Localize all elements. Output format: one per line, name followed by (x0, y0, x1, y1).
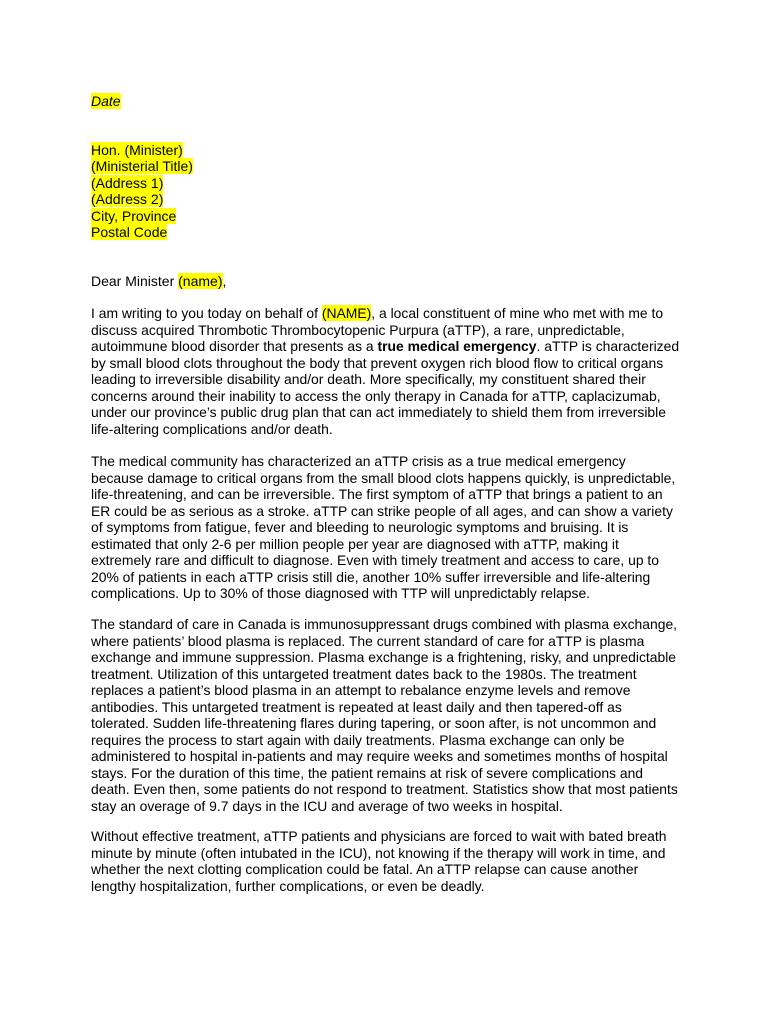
paragraph-line: under our province’s public drug plan that can act immediately to shield them from irreversible (91, 404, 666, 420)
paragraph-line: Without effective treatment, aTTP patients and physicians are forced to wait with bated breath (91, 828, 667, 844)
address-line-postal: Postal Code (91, 224, 168, 241)
paragraph-line: requires the process to start again with daily treatments. Plasma exchange can only be (91, 731, 625, 748)
paragraph-line (91, 305, 679, 322)
paragraph-line: where patients’ blood plasma is replaced. The current standard of care for aTTP is plasma (91, 632, 645, 649)
paragraph-line: whether the next clotting complication could be fatal. An aTTP relapse can cause another (91, 861, 639, 877)
paragraph-line: exchange and immune suppression. Plasma exchange is a frightening, risky, and unpredictable (91, 649, 677, 665)
paragraph-line: lengthy hospitalization, further complications, or even be deadly. (91, 877, 485, 894)
paragraph-line: because damage to critical organs from the small blood clots happens quickly, is unpredictable, (91, 469, 676, 486)
address-line-city: City, Province (91, 207, 177, 224)
paragraph-line: of symptoms from fatigue, fever and bleeding to neurologic symptoms and bruising. It is (91, 519, 629, 535)
text-run: . aTTP is characterized (536, 338, 680, 354)
address-line-2: (Address 2) (91, 191, 164, 208)
text-run: autoimmune blood disorder that presents as a (91, 338, 378, 354)
paragraph-line: replaces a patient’s blood plasma in an attempt to rebalance enzyme levels and remove (91, 682, 631, 698)
salutation-name-placeholder: (name) (178, 273, 223, 289)
text-run: I am writing to you today on behalf of (91, 305, 322, 321)
constituent-name-placeholder: (NAME) (321, 305, 372, 321)
address-line-minister: Hon. (Minister) (91, 142, 183, 158)
paragraph-line: death. Even then, some patients do not respond to treatment. Statistics show that most patients (91, 781, 678, 797)
date-placeholder (91, 93, 121, 110)
salutation (91, 273, 226, 290)
paragraph-line: stay an overage of 9.7 days in the ICU and average of two weeks in hospital. (91, 797, 563, 814)
salutation-suffix: , (222, 273, 227, 289)
salutation-prefix: Dear Minister (91, 273, 179, 289)
paragraph-line: antibodies. This untargeted treatment is repeated at least daily and then tapered-off as (91, 698, 622, 715)
paragraph-line: complications. Up to 30% of those diagnosed with TTP will unpredictably relapse. (91, 585, 591, 601)
paragraph-line: stays. For the duration of this time, the patient remains at risk of severe complications and (91, 764, 644, 781)
paragraph-line: treatment. Utilization of this untargeted treatment dates back to the 1980s. The treatment (91, 665, 637, 682)
paragraph-intro (91, 305, 679, 437)
date-text: Date (91, 93, 121, 109)
paragraph-line: tolerated. Sudden life-threatening flares during tapering, or soon after, is not uncommon and (91, 715, 657, 731)
paragraph-line: by small blood clots throughout the body that prevent oxygen rich blood flow to critical organs (91, 354, 664, 371)
paragraph-line (91, 338, 679, 355)
paragraph-line: leading to irreversible disability and/or death. More specifically, my constituent shared their (91, 371, 646, 387)
paragraph-standard-of-care (91, 616, 678, 814)
text-run: , a local constituent of mine who met with me to (371, 305, 664, 321)
paragraph-line: administered to hospital in-patients and may require weeks and sometimes months of hospital (91, 748, 668, 764)
emphasis-text: true medical emergency (377, 338, 537, 354)
paragraph-medical-emergency (91, 453, 675, 602)
paragraph-without-treatment (91, 828, 667, 894)
paragraph-line: The standard of care in Canada is immunosuppressant drugs combined with plasma exchange, (91, 616, 678, 632)
paragraph-line: minute by minute (often intubated in the ICU), not knowing if the therapy will work in time, and (91, 844, 666, 861)
paragraph-line: The medical community has characterized an aTTP crisis as a true medical emergency (91, 453, 626, 469)
paragraph-line: ER could be as serious as a stroke. aTTP can strike people of all ages, and can show a variety (91, 502, 673, 519)
address-line-title: (Ministerial Title) (91, 158, 193, 175)
paragraph-line: estimated that only 2-6 per million people per year are diagnosed with aTTP, making it (91, 535, 619, 552)
paragraph-line: discuss acquired Thrombotic Thrombocytopenic Purpura (aTTP), a rare, unpredictable, (91, 321, 625, 338)
paragraph-line: 20% of patients in each aTTP crisis still die, another 10% suffer irreversible and life-altering (91, 568, 651, 585)
recipient-address-block (91, 142, 193, 240)
paragraph-line: life-altering complications and/or death. (91, 420, 333, 437)
paragraph-line: concerns around their inability to access the only therapy in Canada for aTTP, caplacizumab, (91, 387, 661, 404)
paragraph-line: life-threatening, and can be irreversible. The first symptom of aTTP that brings a patient to an (91, 486, 663, 502)
paragraph-line: extremely rare and difficult to diagnose. Even with timely treatment and access to care, up to (91, 552, 660, 568)
address-line-1: (Address 1) (91, 174, 164, 191)
